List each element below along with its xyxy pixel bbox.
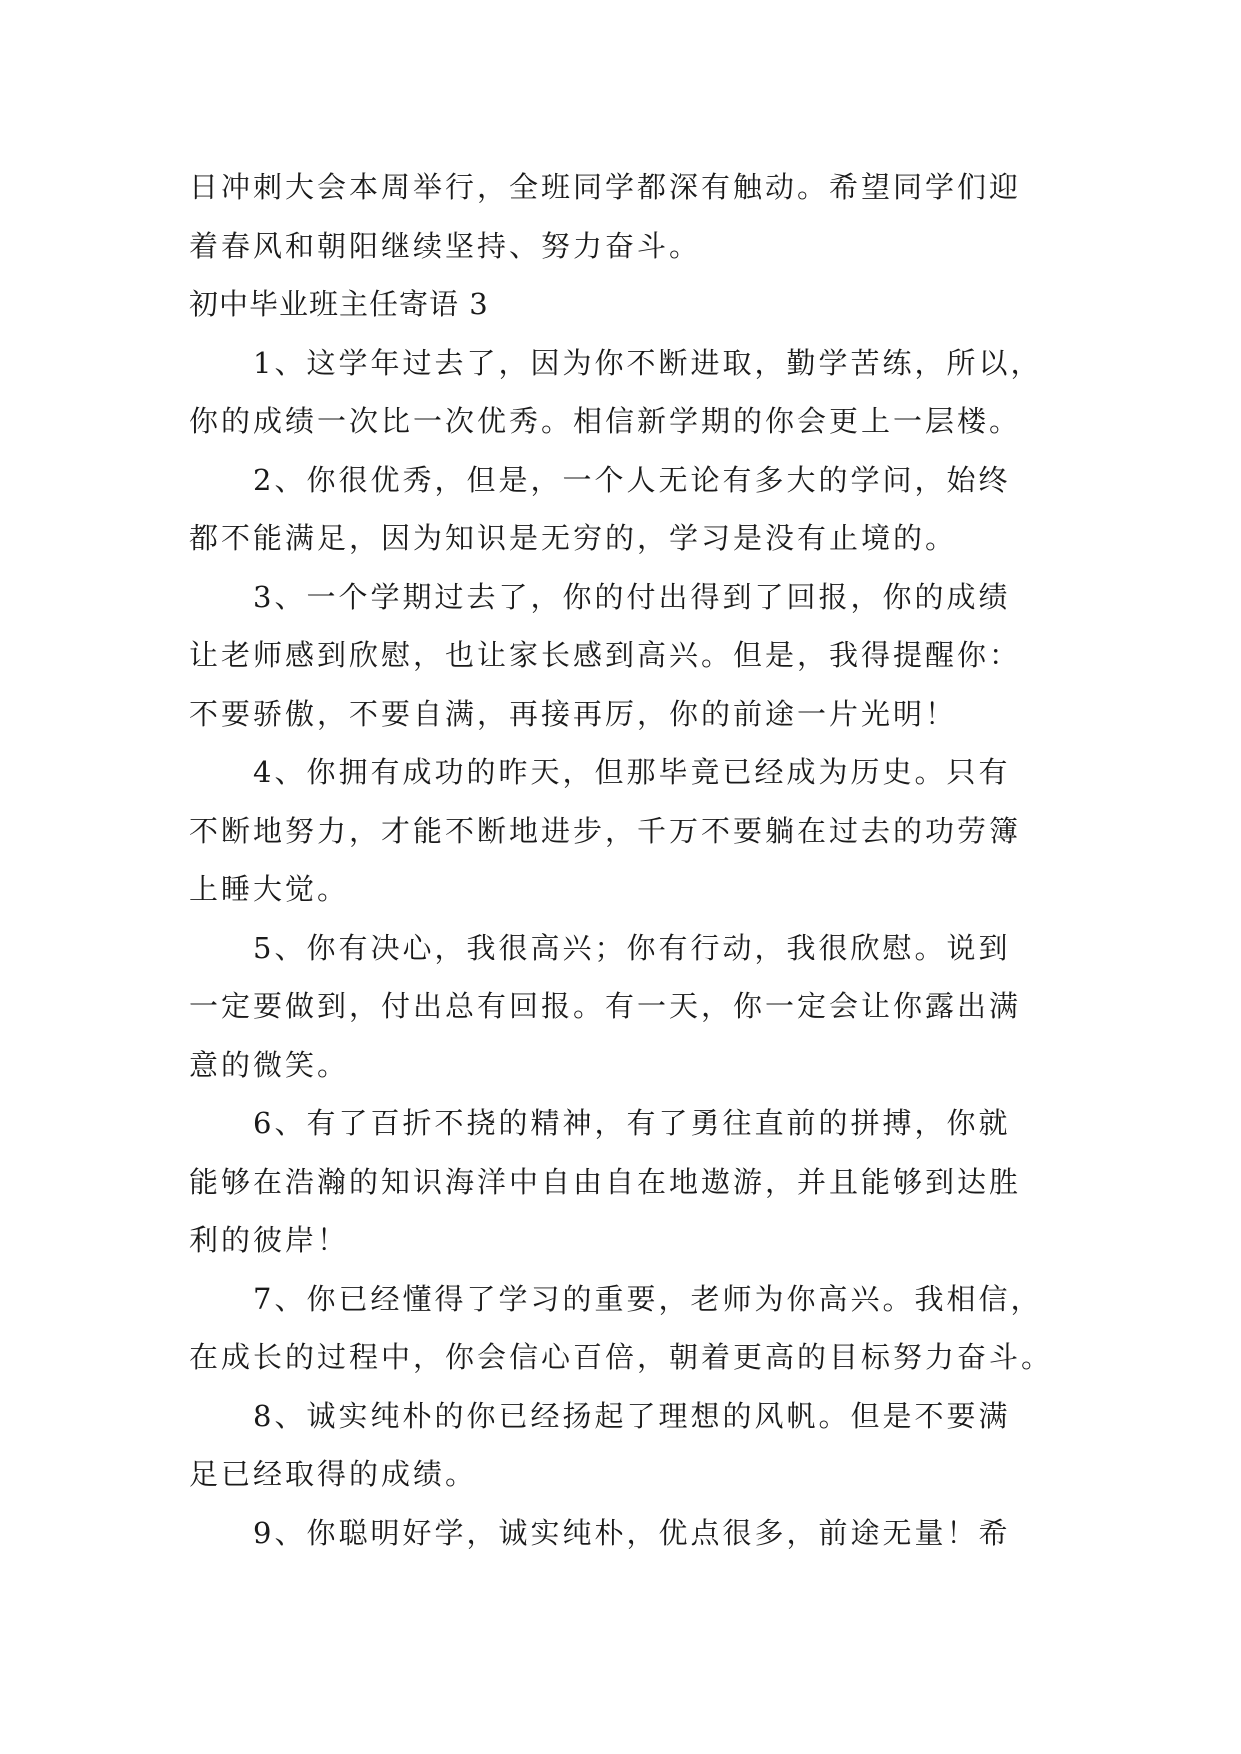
item-1-line-1: 1、这学年过去了，因为你不断进取，勤学苦练，所以，: [253, 345, 1043, 380]
document-body: [189, 158, 1069, 1562]
item-9-line-1: 9、你聪明好学，诚实纯朴，优点很多，前途无量！希: [253, 1515, 1011, 1550]
item-8-line-2: 足已经取得的成绩。: [189, 1457, 478, 1491]
intro-line: 日冲刺大会本周举行，全班同学都深有触动。希望同学们迎: [189, 170, 1022, 204]
item-4-line-1: 4、你拥有成功的昨天，但那毕竟已经成为历史。只有: [253, 755, 1011, 789]
item-4-line-2: 不断地努力，才能不断地进步，千万不要躺在过去的功劳簿: [189, 813, 1022, 848]
item-2-line-1: 2、你很优秀，但是，一个人无论有多大的学问，始终: [253, 462, 1011, 497]
item-8-line-1: 8、诚实纯朴的你已经扬起了理想的风帆。但是不要满: [253, 1398, 1011, 1433]
item-5-line-3: 意的微笑。: [189, 1047, 350, 1082]
item-3-line-1: 3、一个学期过去了，你的付出得到了回报，你的成绩: [253, 579, 1011, 614]
item-3-line-2: 让老师感到欣慰，也让家长感到高兴。但是，我得提醒你：: [189, 638, 1022, 672]
section-title: 初中毕业班主任寄语 3: [189, 287, 489, 321]
item-6-line-2: 能够在浩瀚的知识海洋中自由自在地遨游，并且能够到达胜: [189, 1164, 1022, 1199]
item-6-line-1: 6、有了百折不挠的精神，有了勇往直前的拼搏，你就: [253, 1106, 1011, 1140]
item-5-line-2: 一定要做到，付出总有回报。有一天，你一定会让你露出满: [189, 989, 1022, 1023]
item-3-line-3: 不要骄傲，不要自满，再接再厉，你的前途一片光明！: [189, 696, 958, 731]
item-7-line-2: 在成长的过程中，你会信心百倍，朝着更高的目标努力奋斗。: [189, 1340, 1054, 1374]
item-1-line-2: 你的成绩一次比一次优秀。相信新学期的你会更上一层楼。: [189, 404, 1022, 438]
item-4-line-3: 上睡大觉。: [189, 872, 350, 906]
intro-line: 着春风和朝阳继续坚持、努力奋斗。: [189, 228, 702, 263]
item-6-line-3: 利的彼岸！: [189, 1223, 350, 1257]
item-2-line-2: 都不能满足，因为知识是无穷的，学习是没有止境的。: [189, 521, 958, 555]
item-7-line-1: 7、你已经懂得了学习的重要，老师为你高兴。我相信，: [253, 1281, 1043, 1316]
item-5-line-1: 5、你有决心，我很高兴；你有行动，我很欣慰。说到: [253, 930, 1011, 965]
